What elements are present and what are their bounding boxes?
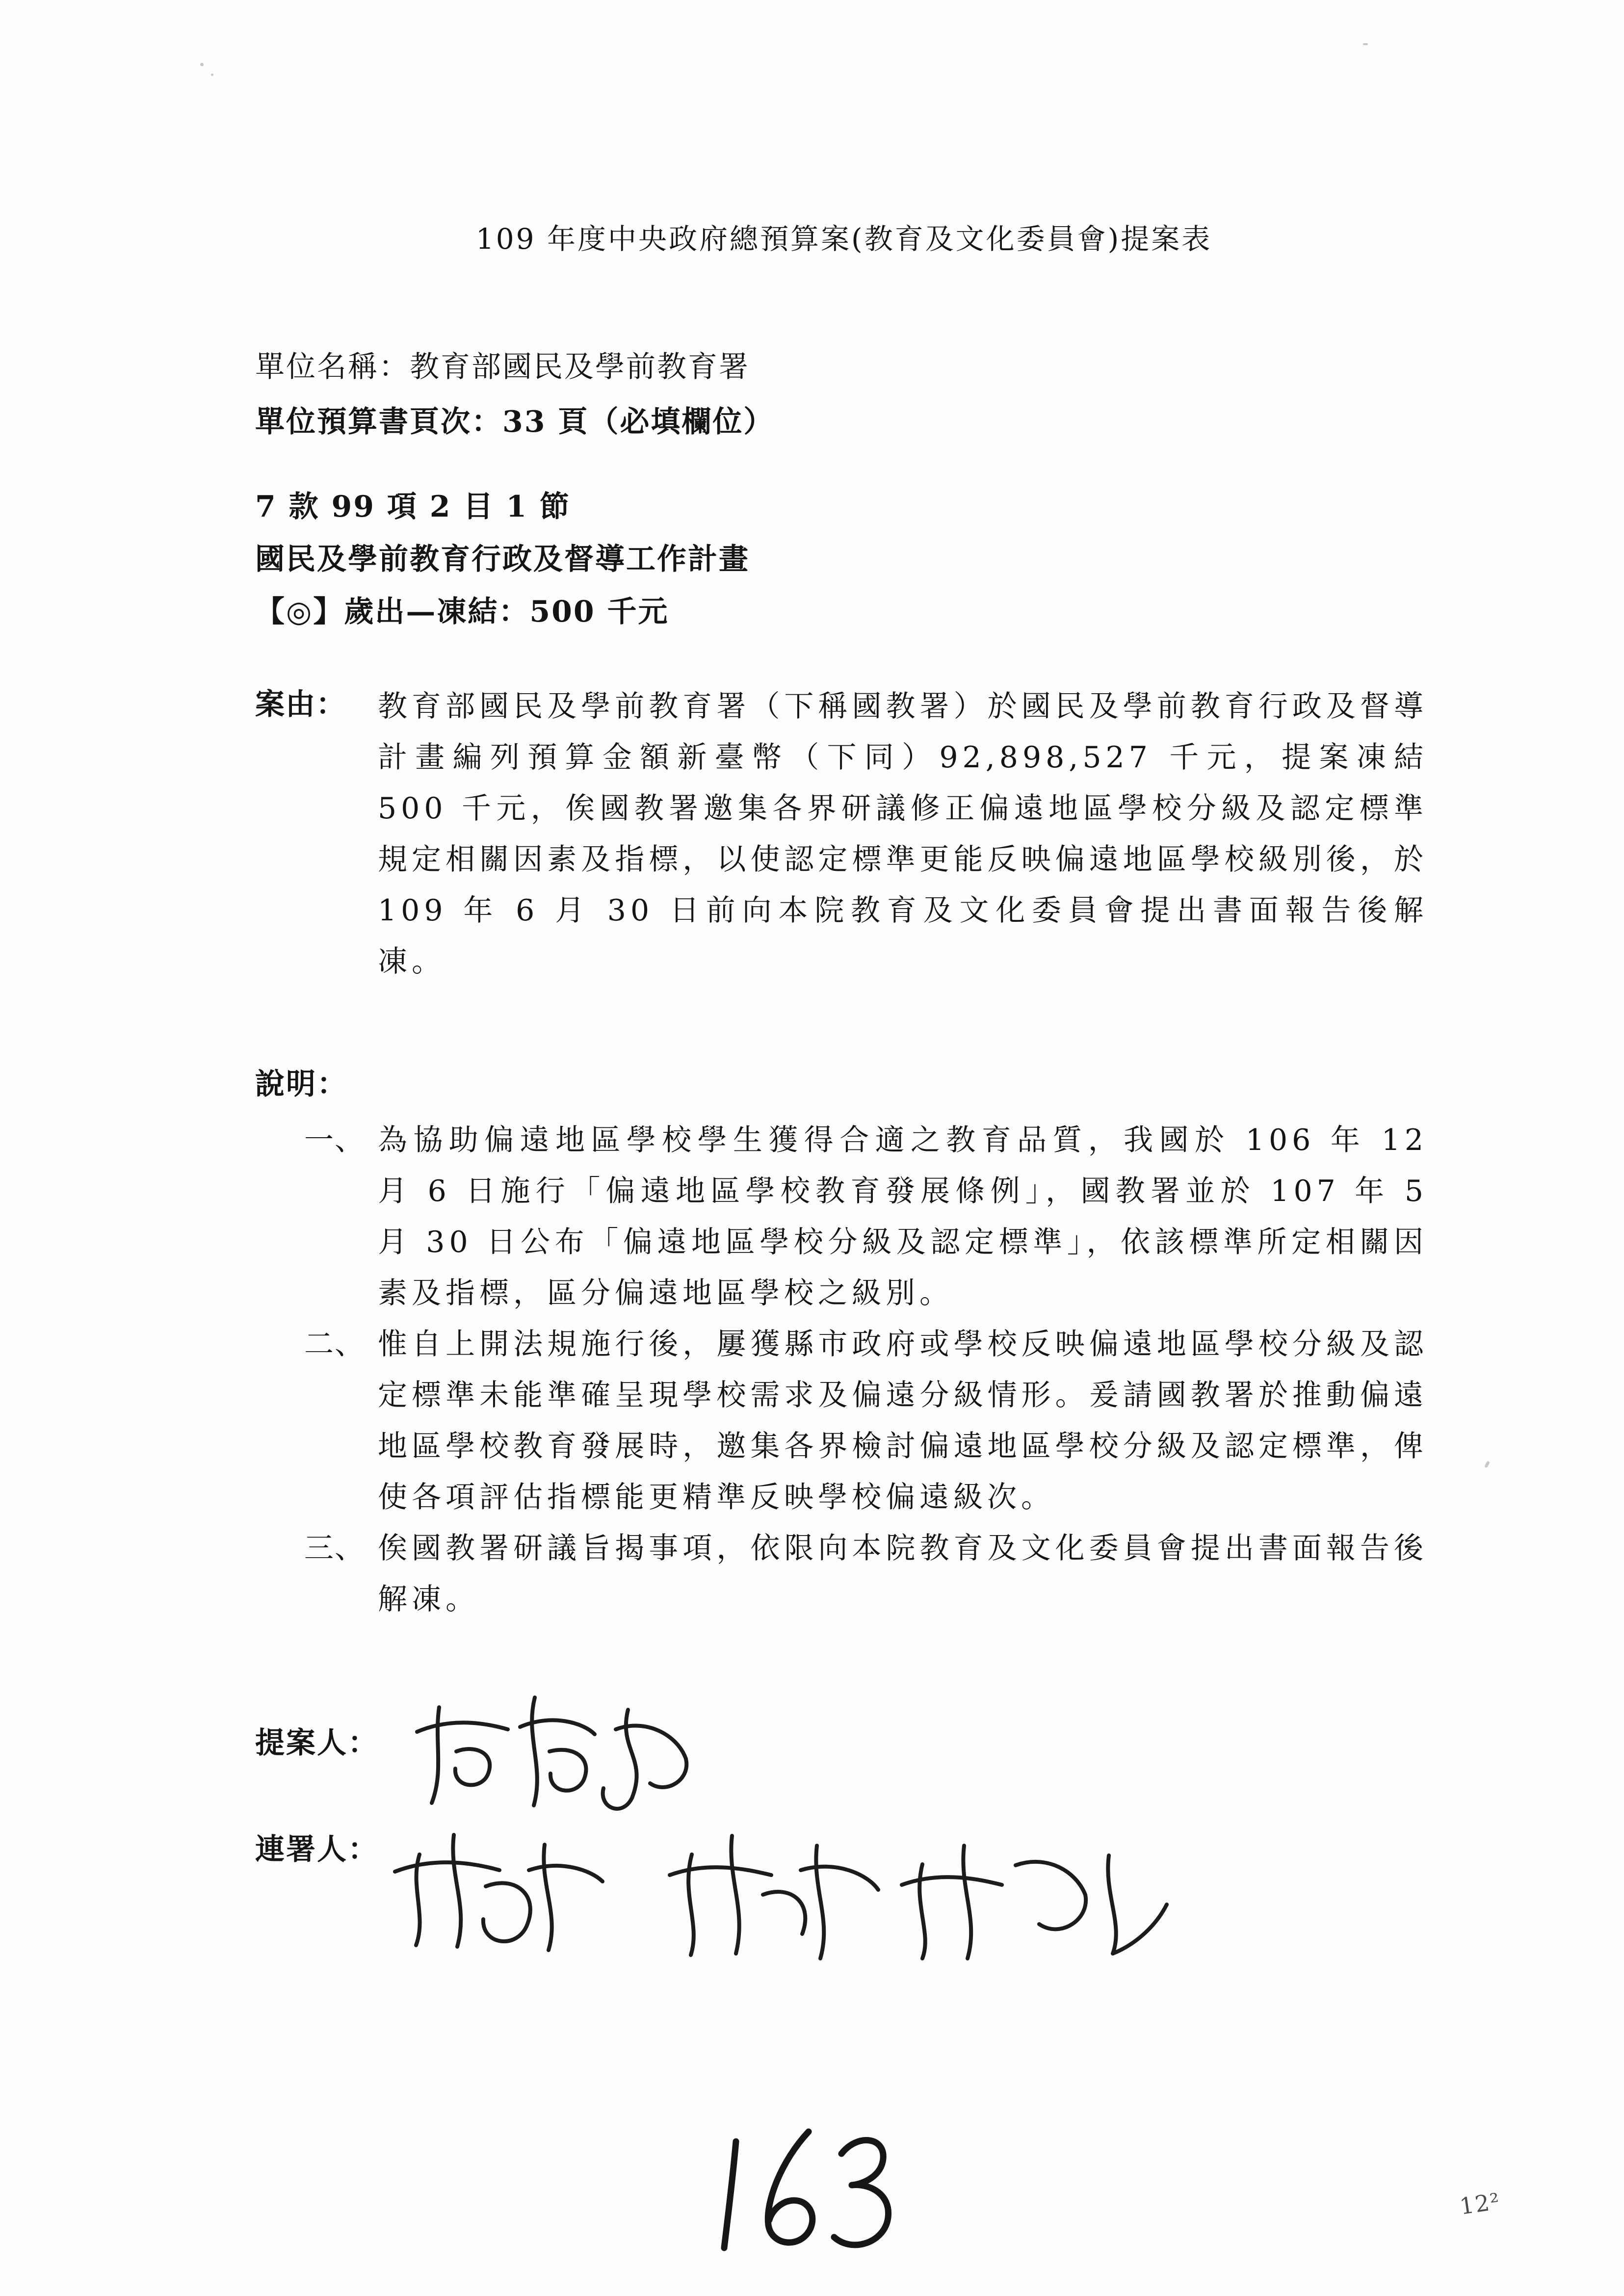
scan-speckle bbox=[200, 63, 204, 66]
corner-handwritten-mark: 12² bbox=[1458, 2188, 1502, 2220]
explanation-item-text: 惟自上開法規施行後，屢獲縣市政府或學校反映偏遠地區學校分級及認定標準未能準確呈現學校需求及偏遠分級情形。爰請國教署於推動偏遠地區學校教育發展時，邀集各界檢討偏遠地區學校分級及認定標準，俾使各項評估指標能更精準反映學校偏遠級次。 bbox=[378, 1327, 1428, 1514]
explanation-item-number: 三、 bbox=[304, 1531, 365, 1565]
freeze-amount-line: 【◎】歲出—凍結：500 千元 bbox=[255, 595, 669, 629]
scan-speckle bbox=[211, 74, 213, 76]
case-section bbox=[255, 681, 1428, 987]
explanation-item bbox=[255, 1319, 1428, 1523]
explanation-item-text: 俟國教署研議旨揭事項，依限向本院教育及文化委員會提出書面報告後解凍。 bbox=[378, 1531, 1428, 1617]
scan-speckle bbox=[1484, 1461, 1490, 1468]
explanation-item-number: 一、 bbox=[304, 1123, 365, 1157]
cosigner-signatures bbox=[373, 1791, 1178, 1979]
explanation-label: 說明： bbox=[255, 1067, 348, 1101]
explanation-item bbox=[255, 1523, 1428, 1625]
proposer-label: 提案人： bbox=[255, 1726, 379, 1760]
unit-name-line: 單位名稱：教育部國民及學前教育署 bbox=[255, 350, 750, 384]
work-plan-title-line: 國民及學前教育行政及督導工作計畫 bbox=[255, 542, 750, 576]
scan-speckle bbox=[1363, 43, 1368, 45]
unit-budget-page-line: 單位預算書頁次：33 頁（必填欄位） bbox=[255, 405, 775, 439]
cosigner-label: 連署人： bbox=[255, 1832, 379, 1867]
case-label: 案由： bbox=[255, 687, 346, 722]
explanation-list bbox=[255, 1115, 1428, 1625]
budget-item-code-line: 7 款 99 項 2 目 1 節 bbox=[255, 490, 571, 524]
case-body-text: 教育部國民及學前教育署（下稱國教署）於國民及學前教育行政及督導計畫編列預算金額新臺幣（下同）92,898,527 千元，提案凍結 500 千元，俟國教署邀集各界研議修正偏遠地區學校分級及認定標準規定相關因素及指標，以使認定標準更能反映偏遠地區學校級別後，於 109 年 6 月 30 日前向本院教育及文化委員會提出書面報告後解凍。 bbox=[378, 689, 1428, 979]
explanation-item bbox=[255, 1115, 1428, 1319]
explanation-item-number: 二、 bbox=[304, 1327, 365, 1361]
explanation-item-text: 為協助偏遠地區學校學生獲得合適之教育品質，我國於 106 年 12 月 6 日施行「偏遠地區學校教育發展條例」，國教署並於 107 年 5 月 30 日公布「偏遠地區學校分級及認定標準」，依該標準所定相關因素及指標，區分偏遠地區學校之級別。 bbox=[378, 1123, 1428, 1310]
document-title: 109 年度中央政府總預算案(教育及文化委員會)提案表 bbox=[475, 222, 1212, 256]
handwritten-page-number bbox=[677, 2119, 922, 2269]
